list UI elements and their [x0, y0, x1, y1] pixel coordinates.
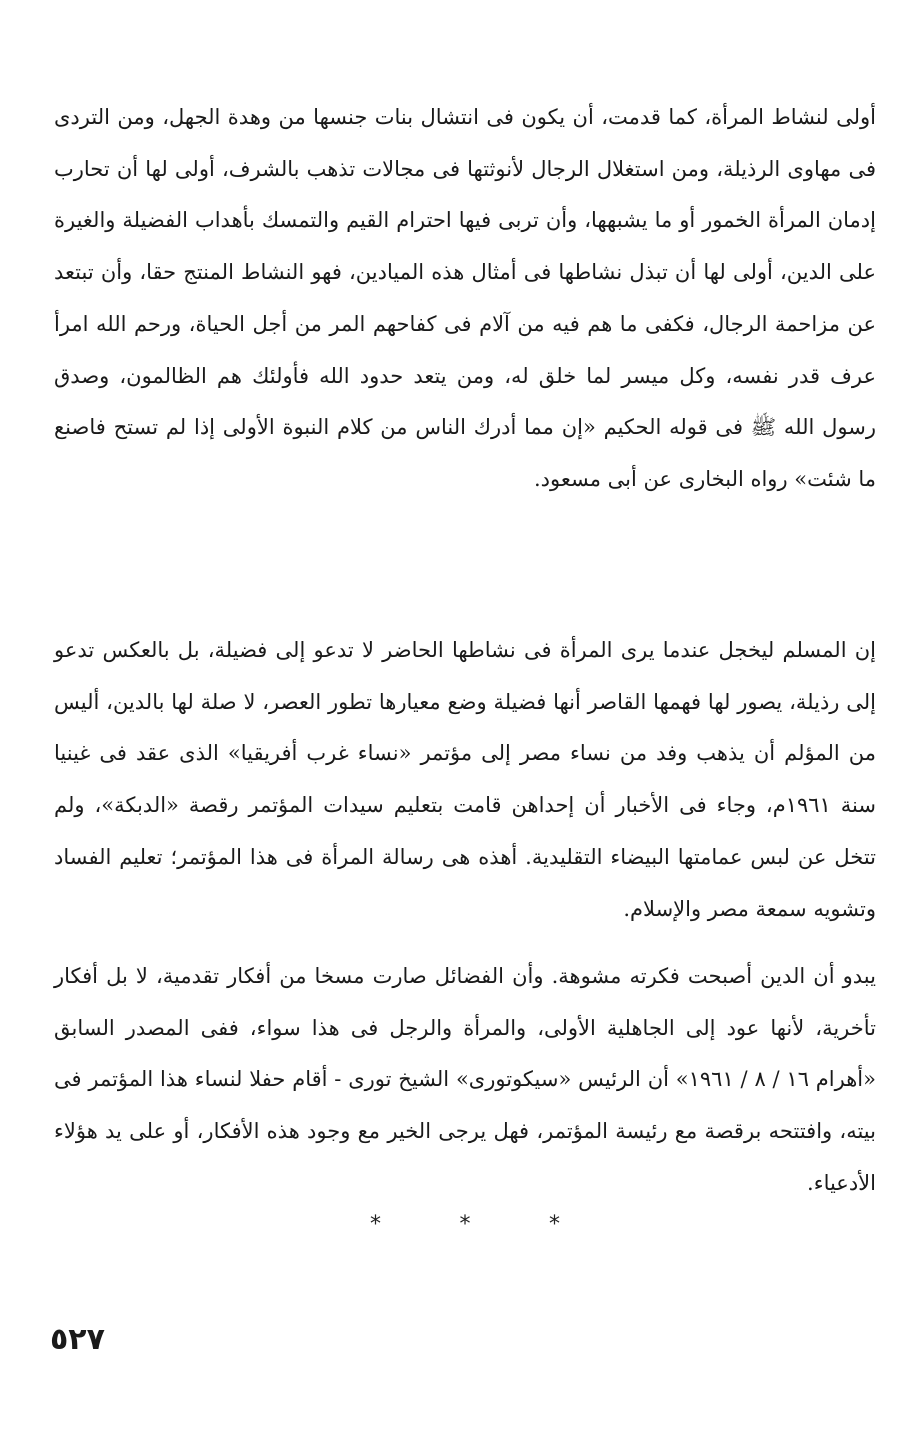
paragraph-text: يبدو أن الدين أصبحت فكرته مشوهة. وأن الفضائل صارت مسخا من أفكار تقدمية، لا بل أفكار تأخرية، لأنها عود إلى الجاهلية الأولى، والمرأة والرجل فى هذا سواء، ففى المصدر السابق «أهرام ١٦ / ٨ / ١٩٦١» أن الرئيس «سيكوتورى» الشيخ تورى - أقام حفلا لنساء هذا المؤتمر فى بيته، وافتتحه برقصة مع رئيسة المؤتمر، فهل يرجى الخير مع وجود هذه الأفكار، أو على يد هؤلاء الأدعياء. [54, 964, 876, 1195]
page-number: ٥٢٧ [50, 1322, 105, 1357]
paragraph [54, 951, 876, 1209]
paragraph-text: إن المسلم ليخجل عندما يرى المرأة فى نشاطها الحاضر لا تدعو إلى فضيلة، بل بالعكس تدعو إلى رذيلة، يصور لها فهمها القاصر أنها فضيلة وضع معيارها تطور العصر، لا صلة لها بالدين، أليس من المؤلم أن يذهب وفد من نساء مصر إلى مؤتمر «نساء غرب أفريقيا» الذى عقد فى غينيا سنة ١٩٦١م، وجاء فى الأخبار أن إحداهن قامت بتعليم سيدات المؤتمر رقصة «الدبكة»، ولم تتخل عن لبس عمامتها البيضاء التقليدية. أهذه هى رسالة المرأة فى هذا المؤتمر؛ تعليم الفساد وتشويه سمعة مصر والإسلام. [54, 638, 876, 921]
paragraph-text: أولى لنشاط المرأة، كما قدمت، أن يكون فى انتشال بنات جنسها من وهدة الجهل، ومن التردى فى مهاوى الرذيلة، ومن استغلال الرجال لأنوثتها فى مجالات تذهب بالشرف، أولى لها أن تحارب إدمان المرأة الخمور أو ما يشبهها، وأن تربى فيها احترام القيم والتمسك بأهداب الفضيلة والغيرة على الدين، أولى لها أن تبذل نشاطها فى أمثال هذه الميادين، فهو النشاط المنتج حقا، وأن تبتعد عن مزاحمة الرجال، فكفى ما هم فيه من آلام فى كفاحهم المر من أجل الحياة، ورحم الله امرأ عرف قدر نفسه، وكل ميسر لما خلق له، ومن يتعد حدود الله فأولئك هم الظالمون، وصدق رسول الله ﷺ فى قوله الحكيم «إن مما أدرك الناس من كلام النبوة الأولى إذا لم تستح فاصنع ما شئت» رواه البخارى عن أبى مسعود. [54, 105, 876, 491]
asterisk: * [549, 1212, 560, 1237]
paragraph [54, 625, 876, 935]
paragraph [54, 92, 876, 609]
page-body [54, 92, 876, 1209]
section-separator [370, 1212, 560, 1237]
asterisk: * [370, 1212, 381, 1237]
asterisk: * [459, 1212, 471, 1237]
